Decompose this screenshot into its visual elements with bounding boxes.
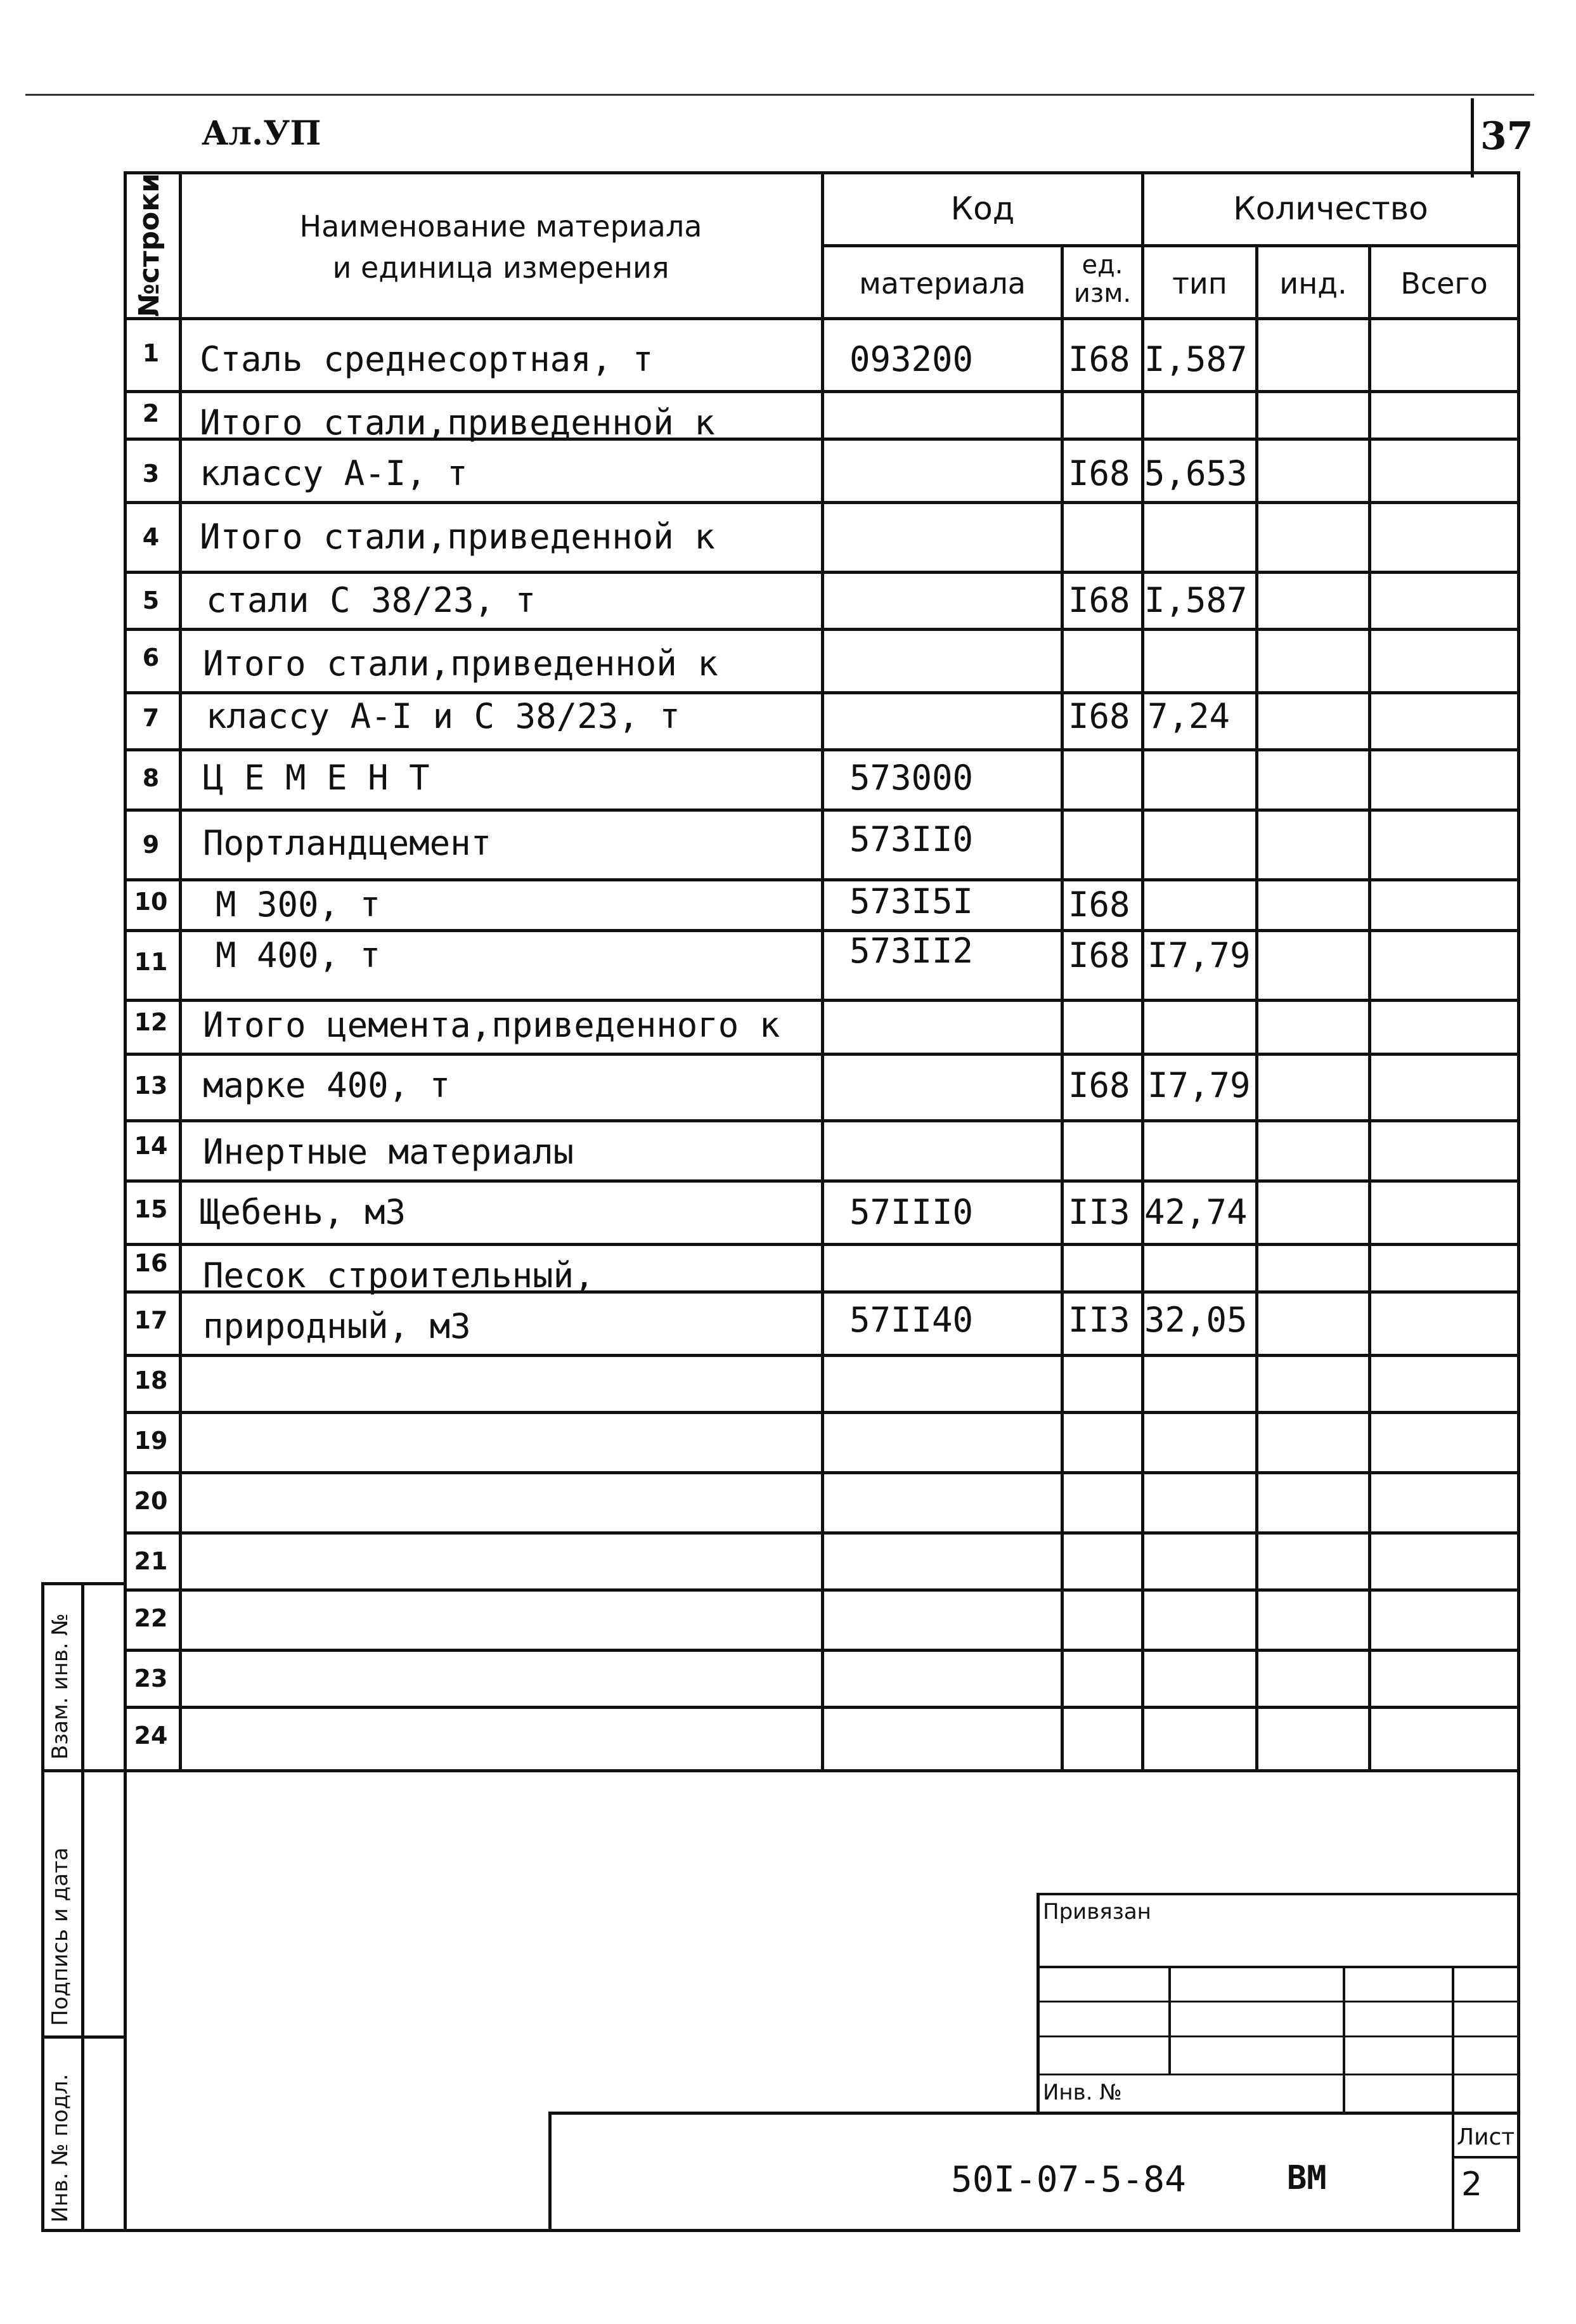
inv-no-label: Инв. №	[1043, 2080, 1122, 2105]
row-number: 2	[142, 399, 160, 427]
material-name: классу А-I, т	[200, 453, 468, 493]
row-line	[124, 1243, 1520, 1246]
stamp-line	[1037, 2074, 1520, 2075]
row-line	[124, 1179, 1520, 1183]
qty-type-value: 7,24	[1147, 696, 1230, 736]
header-qty-type: тип	[1172, 266, 1227, 301]
sheet-number: 2	[1461, 2165, 1483, 2204]
row-number: 20	[134, 1487, 168, 1515]
row-number: 7	[142, 704, 160, 732]
code-strip-top-line	[548, 2112, 1520, 2115]
row-number: 24	[134, 1722, 168, 1749]
header-unit-line2: изм.	[1073, 279, 1132, 308]
material-name: стали С 38/23, т	[206, 580, 536, 620]
qty-type-value: I,587	[1144, 580, 1248, 620]
stamp-col-line	[1168, 1966, 1171, 2074]
unit-code: I68	[1068, 339, 1130, 379]
stamp-line	[1037, 2001, 1520, 2003]
header-row-no: №строки	[133, 173, 165, 317]
header-bottom-line	[124, 317, 1520, 320]
side-panel-line	[41, 1582, 127, 1585]
unit-code: I68	[1068, 935, 1130, 975]
material-name: марке 400, т	[203, 1065, 451, 1105]
material-code: 573II0	[849, 819, 974, 859]
unit-code: I68	[1068, 885, 1130, 925]
row-number: 9	[142, 831, 160, 859]
side-panel-line	[41, 2035, 127, 2039]
sheet-cell-line	[1452, 2156, 1520, 2158]
row-line	[124, 878, 1520, 881]
row-number: 1	[142, 339, 160, 367]
side-panel-line	[41, 2229, 127, 2232]
col-line-code	[1061, 244, 1064, 1772]
row-number: 13	[134, 1072, 168, 1100]
material-code: 573II2	[849, 931, 974, 971]
row-number: 11	[134, 948, 168, 976]
col-line-ind	[1368, 244, 1371, 1772]
row-number: 23	[134, 1665, 168, 1692]
qty-type-value: 5,653	[1144, 453, 1248, 493]
row-line	[124, 571, 1520, 574]
row-number: 5	[142, 587, 160, 614]
row-line	[124, 390, 1520, 393]
material-name: М 400, т	[216, 935, 381, 975]
row-line	[124, 691, 1520, 694]
side-panel-left-line	[41, 1582, 44, 2232]
header-quantity: Количество	[1233, 190, 1428, 227]
col-line-type	[1255, 244, 1258, 1772]
row-number: 21	[134, 1547, 168, 1575]
unit-code: I68	[1068, 580, 1130, 620]
row-line	[124, 929, 1520, 932]
header-top-line	[124, 171, 1520, 174]
page-number: 37	[1480, 114, 1534, 159]
stamp-col-line	[1452, 1966, 1454, 2229]
row-number: 14	[134, 1132, 168, 1160]
row-line	[124, 501, 1520, 504]
stamp-line	[1037, 2035, 1520, 2037]
header-mid-line	[821, 244, 1520, 247]
row-line	[124, 1531, 1520, 1535]
qty-type-value: 32,05	[1144, 1300, 1248, 1340]
row-number: 15	[134, 1195, 168, 1223]
header-name-line1: Наименование материала	[299, 209, 702, 243]
page-number-border	[1471, 98, 1474, 178]
material-code: 57II40	[849, 1300, 974, 1340]
material-name: Портландцемент	[203, 823, 492, 863]
side-label-inv-podl: Инв. № подл.	[48, 2074, 73, 2223]
code-strip-left-line	[548, 2112, 552, 2232]
document-suffix: ВМ	[1287, 2159, 1327, 2197]
material-name: классу А-I и С 38/23, т	[206, 696, 680, 736]
header-code-material: материала	[859, 266, 1026, 301]
row-number: 10	[134, 888, 168, 916]
material-code: 573000	[849, 758, 974, 798]
table-bottom-line	[124, 1769, 1520, 1772]
side-label-podpis-data: Подпись и дата	[48, 1847, 73, 2026]
row-line	[124, 1649, 1520, 1652]
row-line	[124, 1588, 1520, 1592]
material-name: природный, м3	[203, 1306, 471, 1346]
material-name: М 300, т	[216, 885, 381, 925]
stamp-top-line	[1037, 1893, 1520, 1895]
row-number: 18	[134, 1366, 168, 1394]
row-number: 4	[142, 523, 160, 551]
material-name: Песок строительный,	[203, 1256, 595, 1295]
material-code: 093200	[849, 339, 974, 379]
row-line	[124, 1053, 1520, 1056]
header-qty-ind: инд.	[1279, 266, 1347, 301]
material-code: 573I5I	[849, 881, 974, 921]
header-qty-total: Всего	[1400, 266, 1488, 301]
row-line	[124, 999, 1520, 1002]
unit-code: II3	[1068, 1300, 1130, 1340]
document-code: 50I-07-5-84	[951, 2159, 1186, 2200]
material-name: Итого стали,приведенной к	[203, 644, 718, 684]
row-number: 22	[134, 1604, 168, 1632]
material-name: Итого стали,приведенной к	[200, 517, 715, 557]
top-rule	[25, 94, 1534, 96]
row-line	[124, 1411, 1520, 1414]
material-name: Итого цемента,приведенного к	[203, 1005, 780, 1045]
row-line	[124, 628, 1520, 631]
unit-code: I68	[1068, 1065, 1130, 1105]
row-number: 19	[134, 1427, 168, 1455]
unit-code: I68	[1068, 696, 1130, 736]
row-number: 12	[134, 1008, 168, 1036]
material-name: Ц Е М Е Н Т	[203, 758, 430, 798]
sheet-label: Лист	[1457, 2124, 1515, 2150]
side-panel-line	[41, 1769, 127, 1772]
qty-type-value: I,587	[1144, 339, 1248, 379]
frame-right-line	[1517, 171, 1520, 2232]
header-name-line2: и единица измерения	[332, 250, 669, 285]
privyazan-label: Привязан	[1043, 1899, 1151, 1925]
row-line	[124, 748, 1520, 751]
row-line	[124, 1354, 1520, 1357]
stamp-col-line	[1343, 1966, 1345, 2112]
row-line	[124, 1706, 1520, 1709]
row-number: 8	[142, 764, 160, 792]
qty-type-value: 42,74	[1144, 1192, 1248, 1232]
side-panel-right-line	[81, 1582, 84, 2232]
qty-type-value: I7,79	[1147, 935, 1251, 975]
material-name: Сталь среднесортная, т	[200, 339, 654, 379]
qty-type-value: I7,79	[1147, 1065, 1251, 1105]
row-line	[124, 1119, 1520, 1122]
row-number: 16	[134, 1249, 168, 1277]
unit-code: I68	[1068, 453, 1130, 493]
material-name: Щебень, м3	[200, 1192, 406, 1232]
header-unit-line1: ед.	[1082, 250, 1123, 280]
row-number: 3	[142, 460, 160, 488]
album-label: Ал.УП	[202, 114, 321, 153]
unit-code: II3	[1068, 1192, 1130, 1232]
material-name: Инертные материалы	[203, 1132, 574, 1172]
row-line	[124, 808, 1520, 812]
row-number: 17	[134, 1306, 168, 1334]
side-label-vzam-inv: Взам. инв. №	[48, 1613, 73, 1760]
frame-bottom-line	[124, 2229, 1520, 2232]
header-code: Код	[950, 190, 1015, 227]
row-number: 6	[142, 644, 160, 672]
material-code: 57III0	[849, 1192, 974, 1232]
row-line	[124, 1471, 1520, 1474]
material-name: Итого стали,приведенной к	[200, 403, 715, 443]
stamp-line	[1037, 1966, 1520, 1968]
